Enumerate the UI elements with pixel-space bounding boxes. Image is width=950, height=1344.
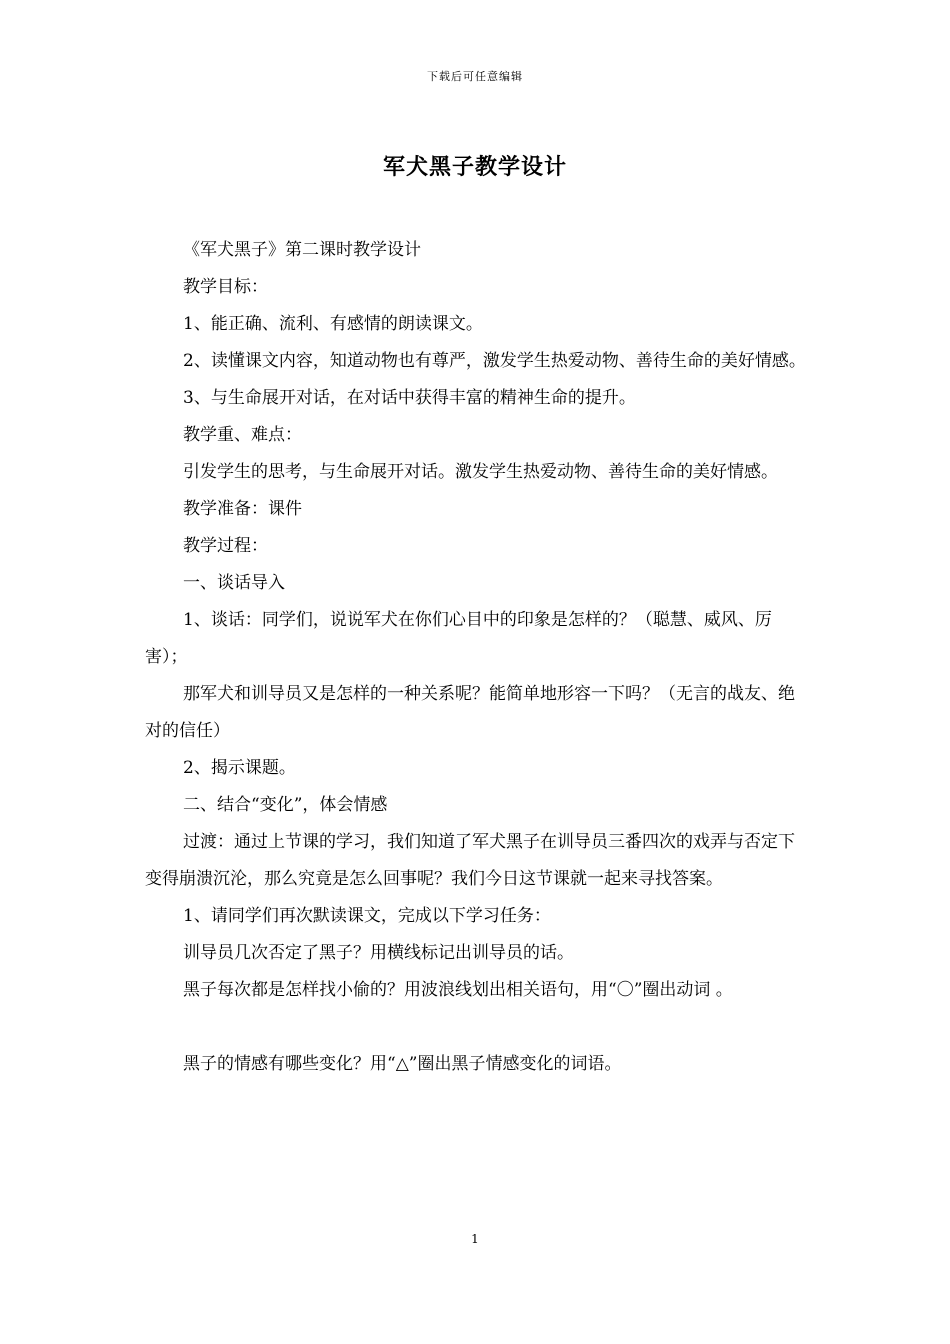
paragraph-task-3: 黑子的情感有哪些变化？用“△”圈出黑子情感变化的词语。 xyxy=(183,1054,622,1074)
paragraph-goals-heading: 教学目标： xyxy=(183,277,268,297)
paragraph-talk: 1、谈话：同学们，说说军犬在你们心目中的印象是怎样的？（聪慧、威风、厉害）； xyxy=(145,610,772,667)
paragraph-section-2: 二、结合“变化”，体会情感 xyxy=(183,795,388,815)
paragraph-subtitle: 《军犬黑子》第二课时教学设计 xyxy=(183,240,421,260)
page-header-note: 下载后可任意编辑 xyxy=(427,70,523,83)
paragraph-section-1: 一、谈话导入 xyxy=(183,573,285,593)
paragraph-task-2: 黑子每次都是怎样找小偷的？用波浪线划出相关语句，用“〇”圈出动词 。 xyxy=(183,980,733,1000)
document-title: 军犬黑子教学设计 xyxy=(382,154,567,180)
paragraph-transition: 过渡：通过上节课的学习，我们知道了军犬黑子在训导员三番四次的戏弄与否定下变得崩溃沉沦，那么究竟是怎么回事呢？我们今日这节课就一起来寻找答案。 xyxy=(145,832,795,889)
paragraph-goal-1: 1、能正确、流利、有感情的朗读课文。 xyxy=(183,314,483,334)
paragraph-process-heading: 教学过程： xyxy=(183,536,268,556)
paragraph-reveal-topic: 2、揭示课题。 xyxy=(183,758,296,778)
paragraph-preparation: 教学准备：课件 xyxy=(183,499,302,519)
document-body xyxy=(145,232,810,1083)
paragraph-task-intro: 1、请同学们再次默读课文，完成以下学习任务： xyxy=(183,906,551,926)
paragraph-goal-3: 3、与生命展开对话，在对话中获得丰富的精神生命的提升。 xyxy=(183,388,636,408)
paragraph-task-1: 训导员几次否定了黑子？用横线标记出训导员的话。 xyxy=(183,943,574,963)
paragraph-relationship: 那军犬和训导员又是怎样的一种关系呢？能简单地形容一下吗？（无言的战友、绝对的信任） xyxy=(145,684,795,741)
page-number: 1 xyxy=(471,1232,479,1246)
paragraph-goal-2: 2、读懂课文内容，知道动物也有尊严，激发学生热爱动物、善待生命的美好情感。 xyxy=(183,351,806,371)
paragraph-key-points-heading: 教学重、难点： xyxy=(183,425,302,445)
paragraph-key-points: 引发学生的思考，与生命展开对话。激发学生热爱动物、善待生命的美好情感。 xyxy=(183,462,778,482)
